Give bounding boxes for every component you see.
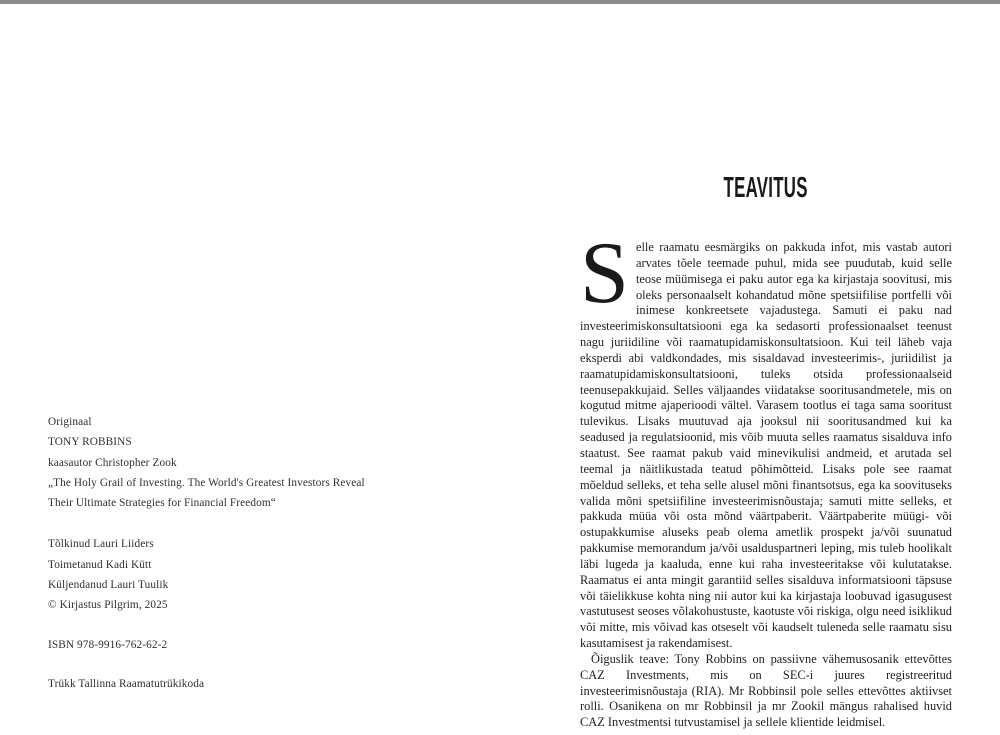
colophon-author: TONY ROBBINS	[48, 436, 132, 449]
notice-paragraph-1	[580, 225, 952, 652]
colophon-page	[0, 4, 500, 735]
colophon-coauthor: kaasautor Christopher Zook	[48, 456, 177, 469]
notice-paragraph-1-text: elle raamatu eesmärgiks on pakkuda infot, mis vastab autori arvates tõele teemade puhul, mida see puudutab, kuid selle teose müümisega ei paku autor ega ka kirjastaja soovitusi, mis oleks personaalselt kohandatud mõne spetsiifilise portfelli või inimese konkreetsete vajadustega. Samuti ei paku nad investeerimiskonsultatsiooni ega ka sedasorti professionaalset teenust nagu juriidiline või raamatupidamiskonsultatsioon. Kui teil läheb vaja eksperdi abi valdkondades, mis sisaldavad investeerimis-, juriidilist ja raamatupidamiskonsultatsiooni, tuleks otsida professionaalseid teenusepakkujaid. Selles väljaandes viidatakse sooritusandmetele, mis on kogutud mitme ajaperioodi vältel. Varasem tootlus ei taga sama sooritust tulevikus. Lisaks muutuvad aja jooksul nii sooritusandmed kui ka seadused ja regulatsioonid, mis võib muuta selles raamatus sisalduva info staatust. See raamat pakub vaid minevikulisi andmeid, et arutada sel teemal ja näitlikustada teatud põhimõtteid. Lisaks pole see raamat mõeldud selleks, et teha selle alusel mõni finantsotsus, ega ka soovituseks valida mõni spetsiifiline investeerimisnõustaja; samuti mitte selleks, et pakkuda müüa või osta mõnd väärtpaberit. Väärtpaberite müügi- või ostupakkumise aluseks peab olema ametlik prospekt ja/või suunatud pakkumise memorandum ja/või usalduspartneri leping, mis tuleb hoolikalt läbi lugeda ja kaaluda, enne kui raha investeeritakse või kulutatakse. Raamatus ei anta mingit garantiid selles sisalduva informatsiooni täpsuse või täielikkuse kohta ning nii autor kui ka kirjastaja loobuvad igasugusest vastutusest seoses võlakohustuste, kaotuste või riskiga, olgu need isiklikud või mitte, mis võivad kas otseselt või kaudselt tuleneda selle raamatu sisu kasutamisest ja rakendamisest.	[580, 240, 952, 651]
book-spread	[0, 4, 1000, 735]
colophon-block	[48, 412, 468, 694]
colophon-original-title-line-1: „The Holy Grail of Investing. The World's Greatest Investors Reveal	[48, 476, 365, 489]
drop-cap: S	[580, 225, 629, 322]
colophon-layout-designer: Küljendanud Lauri Tuulik	[48, 579, 169, 592]
colophon-copyright: © Kirjastus Pilgrim, 2025	[48, 599, 168, 612]
colophon-original-label: Originaal	[48, 416, 92, 428]
notice-text-block	[580, 225, 952, 731]
colophon-editor: Toimetanud Kadi Kütt	[48, 558, 152, 571]
colophon-isbn: ISBN 978-9916-762-62-2	[48, 638, 168, 651]
notice-page	[500, 4, 1000, 735]
colophon-printer: Trükk Tallinna Raamatutrükikoda	[48, 677, 205, 690]
notice-paragraph-2: Õiguslik teave: Tony Robbins on passiivne vähemusosanik ettevõttes CAZ Investments, mis on SEC-i juures registreeritud investeerimisnõustaja (RIA). Mr Robbinsil pole selles ettevõttes aktiivset rolli. Osanikena on mr Robbinsil ja mr Zookil mängus rahalised huvid CAZ Investmentsi tutvustamisel ja sellele klientide leidmisel.	[580, 651, 952, 730]
colophon-original-title-line-2: Their Ultimate Strategies for Financial Freedom“	[48, 497, 276, 510]
page-title	[580, 173, 952, 203]
page-title-text: TEAVITUS	[723, 172, 809, 205]
colophon-translator: Tõlkinud Lauri Liiders	[48, 538, 154, 551]
